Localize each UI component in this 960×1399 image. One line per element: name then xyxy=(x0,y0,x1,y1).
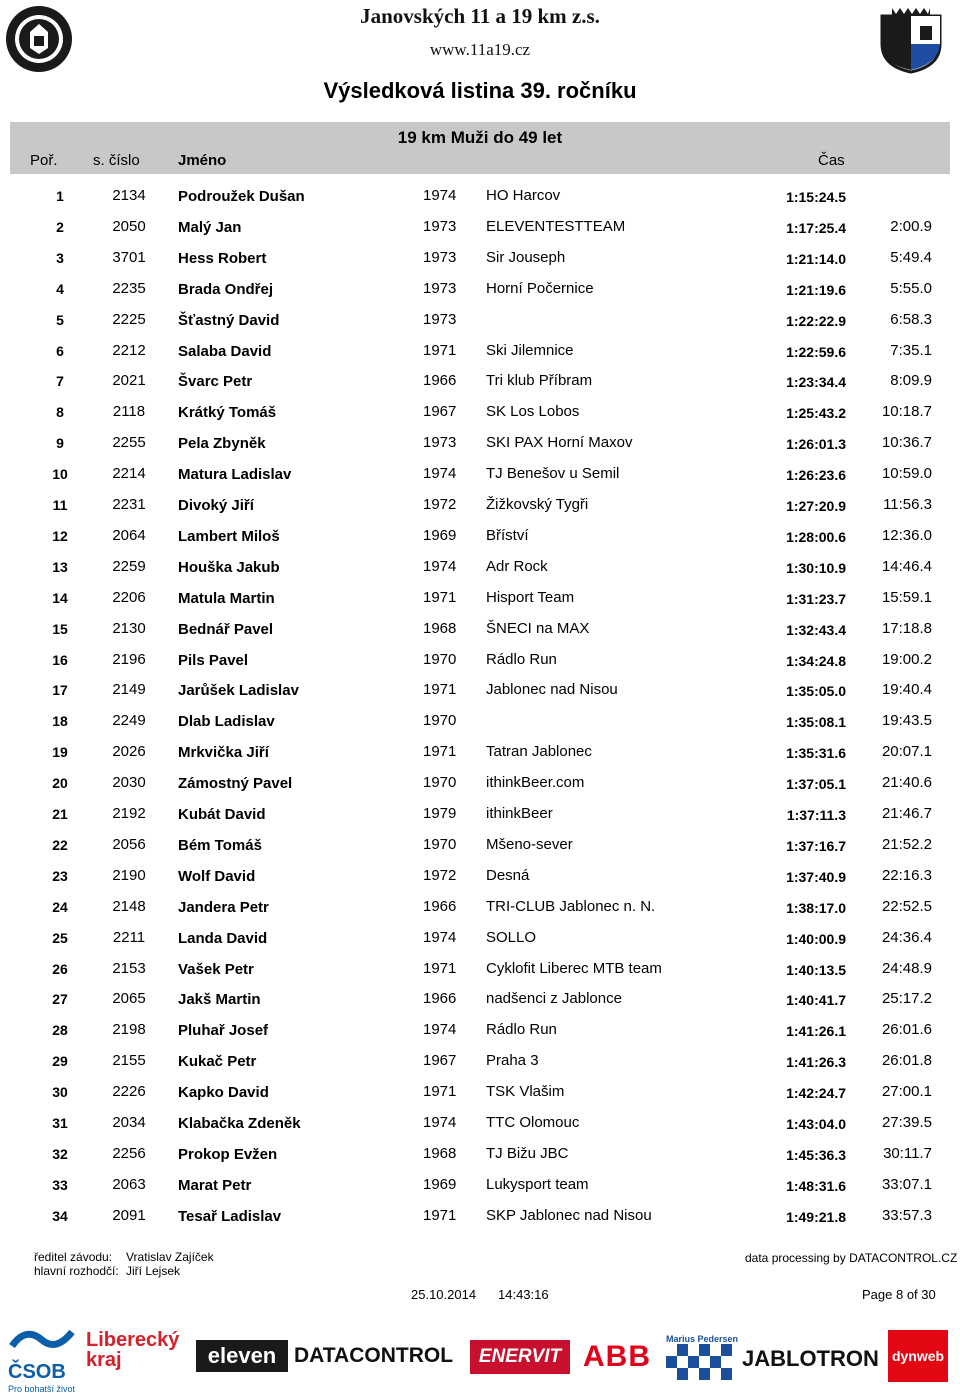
year-cell: 1974 xyxy=(423,465,457,483)
bib-cell: 2148 xyxy=(112,897,146,915)
table-row xyxy=(0,1045,960,1076)
gap-cell: 27:00.1 xyxy=(881,1083,932,1101)
time-cell: 1:17:25.4 xyxy=(786,219,846,236)
rank-cell: 25 xyxy=(52,929,68,946)
club-cell: TRI-CLUB Jablonec n. N. xyxy=(486,897,656,915)
gap-cell: 11:56.3 xyxy=(883,496,932,513)
year-cell: 1979 xyxy=(423,805,457,822)
bib-cell: 2259 xyxy=(112,557,146,575)
gap-cell: 15:59.1 xyxy=(881,588,932,606)
rank-cell: 18 xyxy=(52,713,68,730)
category-title: 19 km Muži do 49 let xyxy=(397,128,563,147)
rank-cell: 12 xyxy=(52,527,68,544)
bib-cell: 2256 xyxy=(112,1144,146,1162)
rank-cell: 27 xyxy=(52,991,68,1008)
year-cell: 1966 xyxy=(423,897,457,915)
name-cell: Kapko David xyxy=(178,1084,269,1102)
table-row xyxy=(0,1169,960,1200)
year-cell: 1974 xyxy=(423,187,457,204)
table-row xyxy=(0,489,960,520)
rank-cell: 31 xyxy=(52,1115,68,1131)
bib-cell: 3701 xyxy=(112,248,146,266)
rank-cell: 5 xyxy=(56,311,64,328)
time-cell: 1:28:00.6 xyxy=(786,528,846,545)
gap-cell: 6:58.3 xyxy=(890,310,932,328)
table-row xyxy=(0,767,960,798)
table-row xyxy=(0,427,960,458)
table-row xyxy=(0,458,960,489)
year-cell: 1974 xyxy=(423,1021,457,1039)
club-cell: Rádlo Run xyxy=(486,650,557,668)
rank-cell: 22 xyxy=(52,836,68,853)
club-cell: SOLLO xyxy=(486,928,537,946)
organizer-title: Janovských 11 a 19 km z.s. xyxy=(360,4,600,28)
club-cell: SK Los Lobos xyxy=(486,403,580,421)
table-row xyxy=(0,365,960,396)
year-cell: 1973 xyxy=(423,279,457,297)
name-cell: Jarůšek Ladislav xyxy=(178,682,299,700)
time-cell: 1:37:11.3 xyxy=(786,807,846,823)
name-cell: Zámostný Pavel xyxy=(178,775,293,793)
table-row xyxy=(0,891,960,922)
club-cell: SKI PAX Horní Maxov xyxy=(486,434,633,452)
name-cell: Hess Robert xyxy=(178,249,267,267)
bib-cell: 2064 xyxy=(112,526,146,544)
gap-cell: 10:36.7 xyxy=(881,434,932,452)
rank-cell: 26 xyxy=(52,960,68,977)
time-cell: 1:42:24.7 xyxy=(786,1085,846,1102)
time-cell: 1:23:34.4 xyxy=(786,374,846,391)
club-cell: SKP Jablonec nad Nisou xyxy=(486,1206,652,1224)
bib-cell: 2212 xyxy=(112,341,146,359)
year-cell: 1969 xyxy=(423,526,457,544)
name-cell: Kubát David xyxy=(178,806,266,823)
name-cell: Divoký Jiří xyxy=(178,497,254,514)
table-row xyxy=(0,922,960,953)
bib-cell: 2149 xyxy=(112,681,146,699)
year-cell: 1972 xyxy=(423,496,457,513)
name-cell: Jandera Petr xyxy=(178,898,269,916)
year-cell: 1971 xyxy=(423,959,457,977)
time-cell: 1:37:05.1 xyxy=(786,776,846,793)
year-cell: 1971 xyxy=(423,681,457,699)
bib-cell: 2134 xyxy=(112,187,146,204)
name-cell: Landa David xyxy=(178,929,268,947)
name-cell: Brada Ondřej xyxy=(178,280,274,298)
year-cell: 1969 xyxy=(423,1175,457,1193)
checkered-flag-icon xyxy=(666,1344,732,1380)
time-cell: 1:35:08.1 xyxy=(786,714,846,731)
table-row xyxy=(0,1014,960,1045)
table-row xyxy=(0,705,960,736)
bib-cell: 2196 xyxy=(112,650,146,668)
table-row xyxy=(0,1200,960,1231)
rank-cell: 6 xyxy=(56,342,64,359)
enervit-logo: ENERVIT xyxy=(470,1340,570,1374)
year-cell: 1970 xyxy=(423,774,457,792)
bib-cell: 2192 xyxy=(112,805,146,822)
rank-cell: 30 xyxy=(52,1084,68,1101)
name-cell: Salaba David xyxy=(178,342,272,360)
rank-cell: 32 xyxy=(52,1145,68,1162)
table-row xyxy=(0,211,960,242)
gap-cell: 10:59.0 xyxy=(881,465,932,483)
time-cell: 1:40:41.7 xyxy=(786,992,846,1009)
table-row xyxy=(0,1138,960,1169)
table-row xyxy=(0,613,960,644)
gap-cell: 22:16.3 xyxy=(881,866,932,884)
rank-cell: 7 xyxy=(56,373,64,390)
club-cell: Bříství xyxy=(486,526,529,544)
time-cell: 1:22:59.6 xyxy=(786,343,846,360)
club-cell: Desná xyxy=(486,866,530,884)
year-cell: 1971 xyxy=(423,1206,457,1224)
time-cell: 1:26:23.6 xyxy=(786,467,846,484)
name-cell: Krátký Tomáš xyxy=(178,404,277,422)
year-cell: 1974 xyxy=(423,557,457,575)
gap-cell: 2:00.9 xyxy=(890,217,932,235)
name-cell: Lambert Miloš xyxy=(178,527,280,545)
club-cell: Jablonec nad Nisou xyxy=(486,681,618,699)
bib-cell: 2214 xyxy=(112,465,146,483)
name-cell: Vašek Petr xyxy=(178,960,254,978)
datacontrol-logo: DATACONTROL xyxy=(294,1344,454,1367)
time-cell: 1:40:00.9 xyxy=(786,930,846,947)
time-cell: 1:35:31.6 xyxy=(786,745,846,762)
name-cell: Bednář Pavel xyxy=(178,620,274,638)
gap-cell: 33:07.1 xyxy=(881,1175,932,1193)
bib-cell: 2226 xyxy=(112,1083,146,1101)
club-cell: ithinkBeer.com xyxy=(486,774,585,792)
gap-cell: 5:49.4 xyxy=(890,248,932,266)
table-row xyxy=(0,304,960,335)
name-cell: Malý Jan xyxy=(178,218,242,236)
gap-cell: 30:11.7 xyxy=(883,1144,932,1162)
time-cell: 1:43:04.0 xyxy=(786,1116,846,1132)
bib-cell: 2153 xyxy=(112,959,146,977)
year-cell: 1974 xyxy=(423,928,457,946)
bib-cell: 2021 xyxy=(112,372,146,390)
year-cell: 1968 xyxy=(423,619,457,637)
bib-cell: 2235 xyxy=(112,279,146,297)
year-cell: 1966 xyxy=(423,990,457,1008)
rank-cell: 29 xyxy=(52,1053,68,1070)
page-number: Page 8 of 30 xyxy=(862,1287,936,1302)
year-cell: 1973 xyxy=(423,217,457,235)
gap-cell: 26:01.8 xyxy=(881,1052,932,1070)
club-cell: TTC Olomouc xyxy=(486,1114,580,1131)
column-header-bib: s. číslo xyxy=(93,152,140,169)
time-cell: 1:32:43.4 xyxy=(786,621,846,638)
rank-cell: 34 xyxy=(52,1207,68,1224)
time-cell: 1:37:16.7 xyxy=(786,837,846,854)
rank-cell: 3 xyxy=(56,249,64,266)
liberecky-kraj-logo: Liberecký kraj xyxy=(86,1329,180,1371)
year-cell: 1970 xyxy=(423,712,457,730)
year-cell: 1971 xyxy=(423,588,457,606)
time-cell: 1:41:26.3 xyxy=(786,1054,846,1071)
table-row xyxy=(0,242,960,273)
time-cell: 1:45:36.3 xyxy=(786,1146,846,1163)
gap-cell: 25:17.2 xyxy=(881,990,932,1008)
eleven-logo: eleven xyxy=(196,1340,288,1372)
table-row xyxy=(0,860,960,891)
table-row xyxy=(0,1107,960,1138)
gap-cell: 10:18.7 xyxy=(881,403,932,421)
name-cell: Prokop Evžen xyxy=(178,1145,278,1163)
gap-cell: 19:00.2 xyxy=(881,650,932,668)
name-cell: Dlab Ladislav xyxy=(178,713,275,731)
year-cell: 1973 xyxy=(423,310,457,328)
club-cell: TJ Bižu JBC xyxy=(486,1144,569,1162)
jablotron-logo: JABLOTRON xyxy=(742,1346,879,1371)
club-cell: ELEVENTESTTEAM xyxy=(486,217,626,235)
year-cell: 1967 xyxy=(423,403,457,421)
club-cell: Sir Jouseph xyxy=(486,248,566,266)
name-cell: Pils Pavel xyxy=(178,651,249,669)
time-cell: 1:35:05.0 xyxy=(786,683,846,700)
referee-label: hlavní rozhodčí: xyxy=(34,1264,119,1278)
column-header-name: Jméno xyxy=(178,152,227,169)
gap-cell: 12:36.0 xyxy=(881,526,932,544)
year-cell: 1967 xyxy=(423,1052,457,1070)
gap-cell: 21:52.2 xyxy=(881,835,932,853)
year-cell: 1970 xyxy=(423,835,457,853)
name-cell: Mrkvička Jiří xyxy=(178,744,269,762)
rank-cell: 19 xyxy=(52,744,68,761)
table-row xyxy=(0,520,960,551)
rank-cell: 16 xyxy=(52,651,68,668)
print-time: 14:43:16 xyxy=(498,1287,549,1302)
bib-cell: 2034 xyxy=(112,1114,146,1131)
rank-cell: 13 xyxy=(52,558,68,575)
gap-cell: 22:52.5 xyxy=(881,897,932,915)
time-cell: 1:31:23.7 xyxy=(786,590,846,607)
rank-cell: 9 xyxy=(56,435,64,452)
rank-cell: 11 xyxy=(52,497,68,513)
club-cell: Horní Počernice xyxy=(486,279,594,297)
year-cell: 1971 xyxy=(423,1083,457,1101)
year-cell: 1974 xyxy=(423,1114,457,1131)
club-cell: Tri klub Příbram xyxy=(486,372,593,390)
name-cell: Kukač Petr xyxy=(178,1053,257,1071)
table-row xyxy=(0,396,960,427)
page-title: Výsledková listina 39. ročníku xyxy=(323,78,637,103)
year-cell: 1971 xyxy=(423,341,457,359)
table-row xyxy=(0,983,960,1014)
referee-name: Jiří Lejsek xyxy=(126,1264,181,1278)
data-processing-credit: data processing by DATACONTROL.CZ xyxy=(745,1251,958,1265)
club-cell: Cyklofit Liberec MTB team xyxy=(486,959,662,977)
name-cell: Klabačka Zdeněk xyxy=(178,1115,301,1132)
abb-logo: ABB xyxy=(583,1340,651,1373)
time-cell: 1:49:21.8 xyxy=(786,1208,846,1225)
rank-cell: 24 xyxy=(52,898,68,915)
director-label: ředitel závodu: xyxy=(34,1250,113,1264)
table-row xyxy=(0,273,960,304)
gap-cell: 8:09.9 xyxy=(890,372,932,390)
table-row xyxy=(0,674,960,705)
bib-cell: 2206 xyxy=(112,588,146,606)
website-link[interactable]: www.11a19.cz xyxy=(429,40,531,59)
gap-cell: 33:57.3 xyxy=(881,1206,932,1224)
club-cell: ithinkBeer xyxy=(486,805,553,822)
rank-cell: 20 xyxy=(52,775,68,792)
club-cell: TJ Benešov u Semil xyxy=(486,465,620,483)
name-cell: Wolf David xyxy=(178,867,256,885)
dynweb-logo: dynweb xyxy=(888,1330,948,1382)
bib-cell: 2225 xyxy=(112,310,146,328)
bib-cell: 2026 xyxy=(112,743,146,761)
table-row xyxy=(0,829,960,860)
name-cell: Podroužek Dušan xyxy=(178,188,305,205)
time-cell: 1:41:26.1 xyxy=(786,1023,846,1040)
gap-cell: 5:55.0 xyxy=(890,279,932,297)
bib-cell: 2056 xyxy=(112,835,146,853)
club-cell: Tatran Jablonec xyxy=(486,743,592,761)
name-cell: Pela Zbyněk xyxy=(178,435,266,453)
rank-cell: 1 xyxy=(56,188,64,204)
time-cell: 1:38:17.0 xyxy=(786,899,846,916)
bib-cell: 2155 xyxy=(112,1052,146,1070)
table-row xyxy=(0,644,960,675)
bib-cell: 2190 xyxy=(112,866,146,884)
column-header-time: Čas xyxy=(818,152,845,169)
club-cell: ŠNECI na MAX xyxy=(486,619,590,637)
year-cell: 1973 xyxy=(423,434,457,452)
gap-cell: 26:01.6 xyxy=(881,1021,932,1039)
gap-cell: 17:18.8 xyxy=(881,619,932,637)
club-cell: Adr Rock xyxy=(486,557,548,575)
csob-wave-icon xyxy=(8,1324,78,1362)
director-name: Vratislav Zajíček xyxy=(126,1250,214,1264)
name-cell: Šťastný David xyxy=(178,311,280,329)
time-cell: 1:21:19.6 xyxy=(786,281,846,298)
name-cell: Bém Tomáš xyxy=(178,836,262,854)
table-row xyxy=(0,1076,960,1107)
club-cell: Mšeno-sever xyxy=(486,835,573,853)
print-date: 25.10.2014 xyxy=(411,1287,477,1302)
time-cell: 1:34:24.8 xyxy=(786,652,846,669)
gap-cell: 27:39.5 xyxy=(881,1114,932,1131)
table-row xyxy=(0,736,960,767)
bib-cell: 2118 xyxy=(112,403,146,421)
name-cell: Houška Jakub xyxy=(178,558,280,576)
time-cell: 1:22:22.9 xyxy=(786,312,846,329)
gap-cell: 19:43.5 xyxy=(881,712,932,730)
year-cell: 1973 xyxy=(423,248,457,266)
name-cell: Jakš Martin xyxy=(178,991,261,1009)
bib-cell: 2130 xyxy=(112,619,146,637)
table-row xyxy=(0,180,960,211)
bib-cell: 2065 xyxy=(112,990,146,1008)
time-cell: 1:40:13.5 xyxy=(786,961,846,978)
club-cell: Žižkovský Tygři xyxy=(486,496,589,513)
club-cell: TSK Vlašim xyxy=(486,1083,565,1101)
rank-cell: 4 xyxy=(56,280,64,297)
time-cell: 1:26:01.3 xyxy=(786,436,846,453)
club-cell: Rádlo Run xyxy=(486,1021,557,1039)
rank-cell: 17 xyxy=(52,682,68,699)
year-cell: 1970 xyxy=(423,650,457,668)
bib-cell: 2211 xyxy=(112,928,146,946)
gap-cell: 14:46.4 xyxy=(881,557,932,575)
rank-cell: 10 xyxy=(52,466,68,483)
time-cell: 1:15:24.5 xyxy=(786,189,846,205)
rank-cell: 21 xyxy=(52,806,68,822)
bib-cell: 2255 xyxy=(112,434,146,452)
bib-cell: 2091 xyxy=(112,1206,146,1224)
name-cell: Pluhař Josef xyxy=(178,1022,269,1040)
club-cell: Ski Jilemnice xyxy=(486,341,574,359)
gap-cell: 21:40.6 xyxy=(881,774,932,792)
gap-cell: 21:46.7 xyxy=(881,805,932,822)
club-cell: HO Harcov xyxy=(486,187,561,204)
csob-logo: ČSOB Pro bohatší život xyxy=(8,1324,78,1394)
column-header-rank: Poř. xyxy=(30,152,58,169)
club-cell: Hisport Team xyxy=(486,588,575,606)
gap-cell: 19:40.4 xyxy=(881,681,932,699)
time-cell: 1:21:14.0 xyxy=(786,250,846,267)
time-cell: 1:27:20.9 xyxy=(786,498,846,514)
sponsor-strip xyxy=(0,1318,960,1398)
marius-pedersen-logo: Marius Pedersen xyxy=(666,1334,732,1385)
rank-cell: 23 xyxy=(52,867,68,884)
year-cell: 1966 xyxy=(423,372,457,390)
table-row xyxy=(0,798,960,829)
time-cell: 1:30:10.9 xyxy=(786,559,846,576)
rank-cell: 8 xyxy=(56,404,64,421)
gap-cell: 7:35.1 xyxy=(890,341,932,359)
bib-cell: 2063 xyxy=(112,1175,146,1193)
year-cell: 1971 xyxy=(423,743,457,761)
club-cell: Praha 3 xyxy=(486,1052,539,1070)
name-cell: Švarc Petr xyxy=(178,373,253,391)
bib-cell: 2050 xyxy=(112,217,146,235)
gap-cell: 24:48.9 xyxy=(881,959,932,977)
rank-cell: 15 xyxy=(52,620,68,637)
bib-cell: 2231 xyxy=(112,496,146,513)
time-cell: 1:25:43.2 xyxy=(786,405,846,422)
time-cell: 1:48:31.6 xyxy=(786,1177,846,1194)
rank-cell: 2 xyxy=(56,218,64,235)
name-cell: Matula Martin xyxy=(178,589,275,607)
table-row xyxy=(0,551,960,582)
name-cell: Matura Ladislav xyxy=(178,466,292,484)
name-cell: Tesař Ladislav xyxy=(178,1207,282,1225)
table-row xyxy=(0,582,960,613)
year-cell: 1968 xyxy=(423,1144,457,1162)
gap-cell: 20:07.1 xyxy=(881,743,932,761)
bib-cell: 2249 xyxy=(112,712,146,730)
time-cell: 1:37:40.9 xyxy=(786,868,846,885)
club-cell: Lukysport team xyxy=(486,1175,589,1193)
gap-cell: 24:36.4 xyxy=(881,928,932,946)
name-cell: Marat Petr xyxy=(178,1176,252,1194)
table-row xyxy=(0,953,960,984)
rank-cell: 33 xyxy=(52,1176,68,1193)
rank-cell: 14 xyxy=(52,589,68,606)
bib-cell: 2030 xyxy=(112,774,146,792)
year-cell: 1972 xyxy=(423,866,457,884)
table-row xyxy=(0,335,960,366)
bib-cell: 2198 xyxy=(112,1021,146,1039)
rank-cell: 28 xyxy=(52,1022,68,1039)
club-cell: nadšenci z Jablonce xyxy=(486,990,622,1008)
